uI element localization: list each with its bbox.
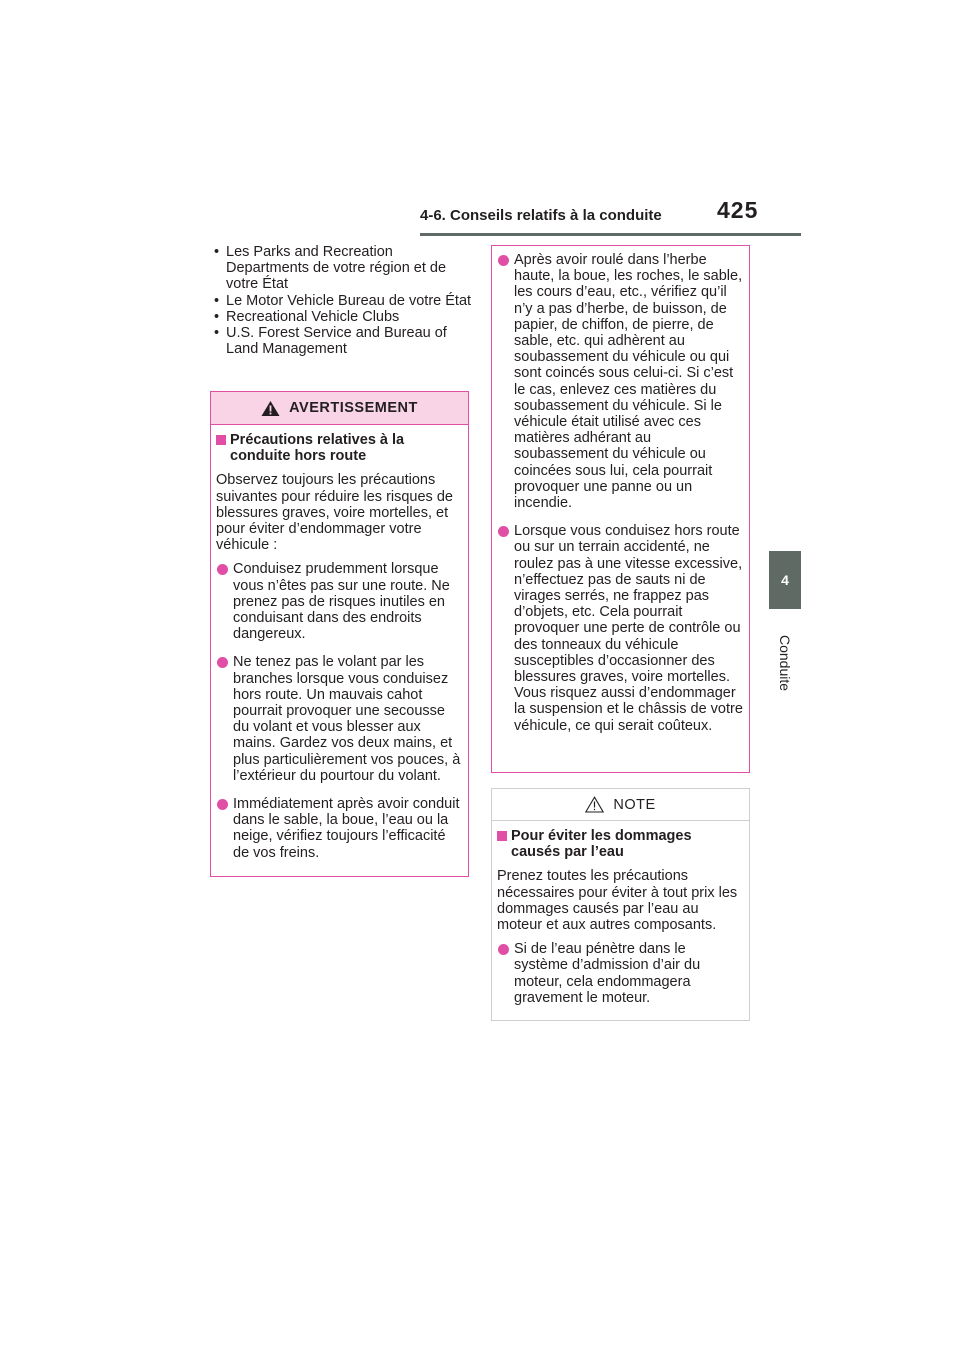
note-heading: NOTE xyxy=(613,796,656,813)
list-item xyxy=(497,941,743,1006)
page-number: 425 xyxy=(717,197,759,223)
list-item xyxy=(497,252,743,511)
list-item-text: Ne tenez pas le volant par les branches lorsque vous conduisez hors route. Un mauvais cahot pourrait provoquer une secousse du volant et vous blesser aux mains. Gardez vos deux mains, et plus particulièrement vos pouces, à l’extérieur du pourtour du volant. xyxy=(233,654,461,784)
warning-triangle-icon xyxy=(261,400,280,417)
list-item: • Recreational Vehicle Clubs xyxy=(210,309,472,325)
list-item: • Le Motor Vehicle Bureau de votre État xyxy=(210,293,472,309)
note-header xyxy=(492,789,749,821)
note-box xyxy=(491,788,750,1021)
warning-header xyxy=(211,392,468,425)
caution-triangle-icon xyxy=(585,796,604,813)
chapter-tab[interactable]: 4 xyxy=(769,551,801,609)
list-item-text: Lorsque vous conduisez hors route ou sur un terrain accidenté, ne roulez pas à une vitesse excessive, n’effectuez pas de sauts ni de virages serrés, ne frappez pas d’objets, etc. Cela pourrait provoquer une perte de contrôle ou des tonneaux du véhicule susceptibles d’occasionner des blessures graves, voire mortelles. Vous risquez aussi d’endommager la suspension et le châssis de votre véhicule, ce qui serait coûteux. xyxy=(514,523,743,734)
note-section-title-text: Pour éviter les dommages causés par l’eau xyxy=(511,828,692,861)
circle-bullet-icon xyxy=(217,799,228,810)
intro-bullet-list xyxy=(210,244,472,357)
warning-heading: AVERTISSEMENT xyxy=(289,400,418,416)
list-item: • U.S. Forest Service and Bureau of Land Management xyxy=(210,325,472,357)
circle-bullet-icon xyxy=(498,944,509,955)
warning-section-title xyxy=(216,432,462,464)
square-bullet-icon xyxy=(216,435,226,445)
list-item-text: Si de l’eau pénètre dans le système d’admission d’air du moteur, cela endommagera gravement le moteur. xyxy=(514,941,701,1006)
warning-section-title-text: Précautions relatives à la conduite hors route xyxy=(230,432,405,465)
header-divider xyxy=(420,233,801,236)
list-item xyxy=(216,561,462,642)
note-section-title xyxy=(497,828,743,860)
circle-bullet-icon xyxy=(217,657,228,668)
list-item-text: Après avoir roulé dans l’herbe haute, la boue, les roches, le sable, les cours d’eau, etc., vérifiez qu’il n’y a pas d’herbe, de buisson, de papier, de chiffon, de pierre, de sable, etc. qui adhèrent au soubassement du véhicule ou qui sont coincés sous celui-ci. Si c’est le cas, enlevez ces matières du soubassement du véhicule. Si le véhicule était utilisé avec ces matières adhérant au soubassement du véhicule ou coincées sous lui, cela pourrait provoquer une panne ou un incendie. xyxy=(514,252,743,512)
list-item-text: Conduisez prudemment lorsque vous n’êtes pas sur une route. Ne prenez pas de risques inutiles en conduisant dans des endroits dangereux. xyxy=(233,561,450,643)
circle-bullet-icon xyxy=(217,564,228,575)
list-item xyxy=(216,654,462,784)
list-item xyxy=(497,523,743,734)
circle-bullet-icon xyxy=(498,255,509,266)
warning-box-continued xyxy=(491,245,750,773)
list-item-text: Immédiatement après avoir conduit dans le sable, la boue, l’eau ou la neige, vérifiez toujours l’efficacité de vos freins. xyxy=(233,796,460,861)
chapter-label xyxy=(768,618,802,708)
warning-box xyxy=(210,391,469,877)
note-intro: Prenez toutes les précautions nécessaires pour éviter à tout prix les dommages causés par l’eau au moteur et aux autres composants. xyxy=(497,868,738,934)
warning-intro: Observez toujours les précautions suivantes pour réduire les risques de blessures graves, voire mortelles, et pour éviter d’endommager votre véhicule : xyxy=(216,472,453,554)
list-item xyxy=(216,796,462,861)
section-header-title: 4-6. Conseils relatifs à la conduite xyxy=(420,207,662,224)
square-bullet-icon xyxy=(497,831,507,841)
chapter-label-text: Conduite xyxy=(777,634,793,692)
circle-bullet-icon xyxy=(498,526,509,537)
list-item: • Les Parks and Recreation Departments de votre région et de votre État xyxy=(210,244,472,293)
